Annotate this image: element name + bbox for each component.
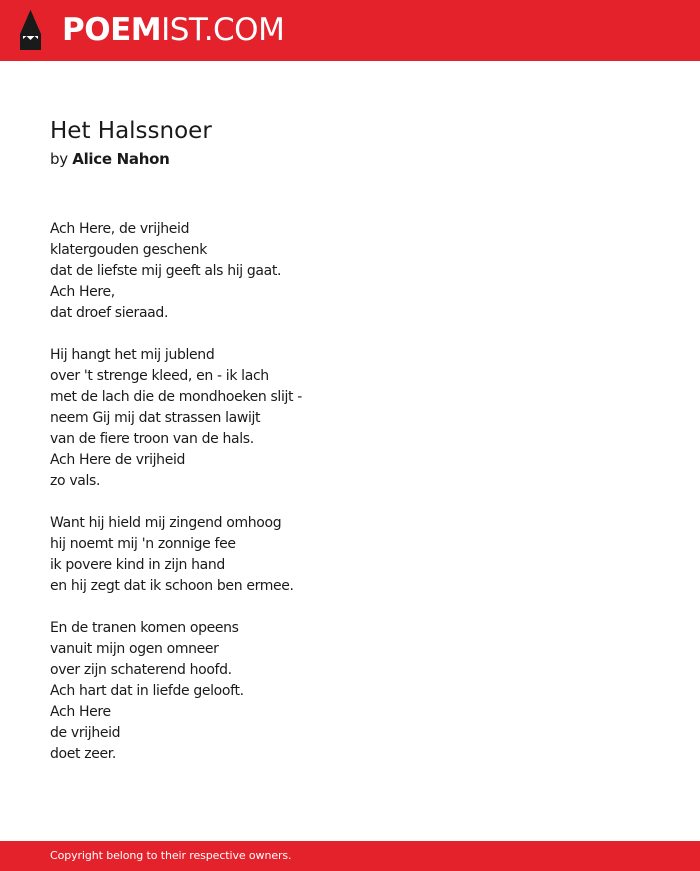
stanza-gap <box>50 597 302 618</box>
poem-line: Ach Here, de vrijheid <box>50 221 190 237</box>
stanza-gap <box>50 492 302 513</box>
poem-line: zo vals. <box>50 473 101 489</box>
site-footer <box>0 841 700 871</box>
logo-bold-text: POEM <box>62 12 162 48</box>
poem-line: vanuit mijn ogen omneer <box>50 641 219 657</box>
site-header <box>0 0 700 61</box>
stanza-gap <box>50 324 302 345</box>
copyright-notice: Copyright belong to their respective owners. <box>50 849 292 862</box>
stanza <box>50 219 302 324</box>
pencil-tip-icon <box>18 9 43 51</box>
poem-line: Ach Here, <box>50 284 115 300</box>
author-name: Alice Nahon <box>72 150 170 168</box>
poem-line: van de fiere troon van de hals. <box>50 431 254 447</box>
site-logo[interactable] <box>62 12 284 48</box>
poem-line: klatergouden geschenk <box>50 242 207 258</box>
poem-line: en hij zegt dat ik schoon ben ermee. <box>50 578 294 594</box>
poem-line: dat de liefste mij geeft als hij gaat. <box>50 263 282 279</box>
poem-line: over 't strenge kleed, en - ik lach <box>50 368 269 384</box>
poem-line: neem Gij mij dat strassen lawijt <box>50 410 261 426</box>
poem-line: Ach Here <box>50 704 111 720</box>
poem-line: met de lach die de mondhoeken slijt - <box>50 389 302 405</box>
poem-title: Het Halssnoer <box>50 118 212 144</box>
logo-light-text: IST.COM <box>161 12 285 48</box>
poem-line: dat droef sieraad. <box>50 305 169 321</box>
poem-line: Ach Here de vrijheid <box>50 452 186 468</box>
poem-line: hij noemt mij 'n zonnige fee <box>50 536 236 552</box>
poem-line: Ach hart dat in liefde gelooft. <box>50 683 244 699</box>
poem-line: doet zeer. <box>50 746 117 762</box>
byline <box>50 149 170 169</box>
poem-line: de vrijheid <box>50 725 121 741</box>
stanza <box>50 513 302 597</box>
poem-line: over zijn schaterend hoofd. <box>50 662 232 678</box>
stanza <box>50 618 302 765</box>
poem-line: Hij hangt het mij jublend <box>50 347 215 363</box>
poem-line: ik povere kind in zijn hand <box>50 557 225 573</box>
poem-line: Want hij hield mij zingend omhoog <box>50 515 282 531</box>
poem-body <box>50 219 302 765</box>
byline-prefix: by <box>50 150 68 168</box>
poem-line: En de tranen komen opeens <box>50 620 239 636</box>
stanza <box>50 345 302 492</box>
